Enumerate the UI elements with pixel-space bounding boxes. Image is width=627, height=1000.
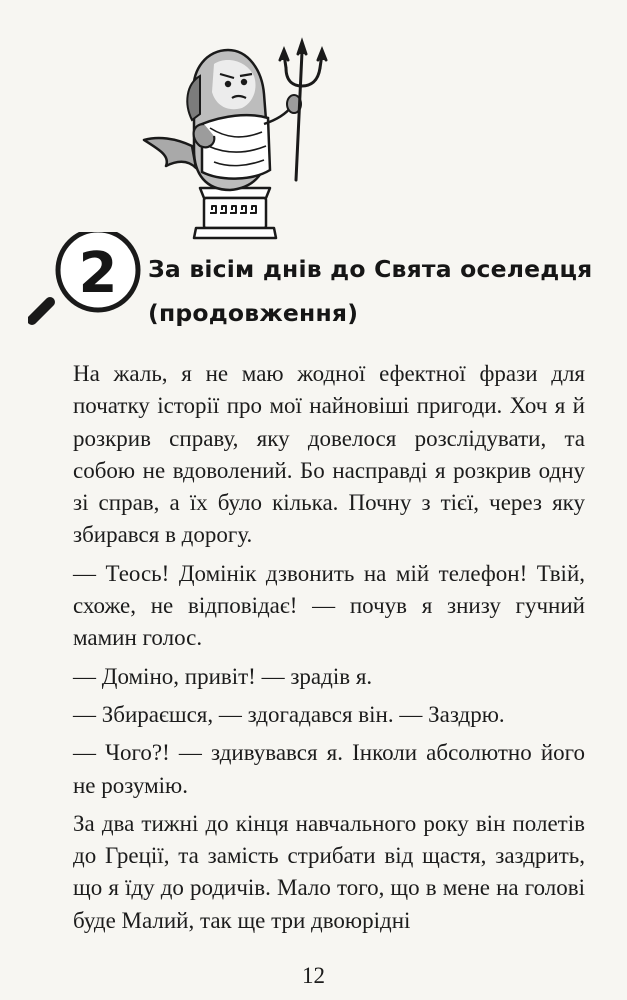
toga	[202, 115, 270, 178]
paragraph: За два тижні до кінця навчального року він полетів до Греції, та замість стрибати від щастя, заздрить, що я їду до родичів. Мало того, що в мене на голові буде Малий, так ще три двоюрідні	[73, 810, 585, 933]
chapter-title-line-1: За вісім днів до Свята оселедця	[148, 255, 593, 283]
magnifier-handle	[32, 302, 50, 320]
chapter-magnifier-badge	[28, 232, 148, 332]
page-number: 12	[302, 963, 325, 988]
paragraph: — Чого?! — здивувався я. Інколи абсолютно його не розумію.	[73, 740, 585, 798]
chapter-number: 2	[78, 241, 118, 306]
paragraph: На жаль, я не маю жодної ефектної фрази для початку історії про мої найновіші пригоди. Хоч я й розкрив справу, яку довелося розслідувати, та собою не вдоволений. Бо насправді я розкрив одну зі справ, а їх було кілька. Почну з тієї, через яку збирався в дорогу.	[73, 361, 585, 548]
fish-dorsal-fin	[187, 76, 200, 120]
chapter-heading	[148, 247, 608, 335]
paragraph: — Доміно, привіт! — зрадів я.	[73, 663, 373, 689]
chapter-title-line-2: (продовження)	[148, 299, 359, 327]
paragraph: — Теось! Домінік дзвонить на мій телефон! Твій, схоже, не відповідає! — почув я знизу гучний мамин голос.	[73, 560, 585, 651]
fish-poseidon-illustration	[130, 28, 330, 240]
greek-pedestal	[194, 188, 276, 238]
paragraph: — Збираєшся, — здогадався він. — Заздрю.	[73, 701, 505, 727]
body-text	[73, 358, 585, 937]
fish-tail	[144, 138, 196, 168]
